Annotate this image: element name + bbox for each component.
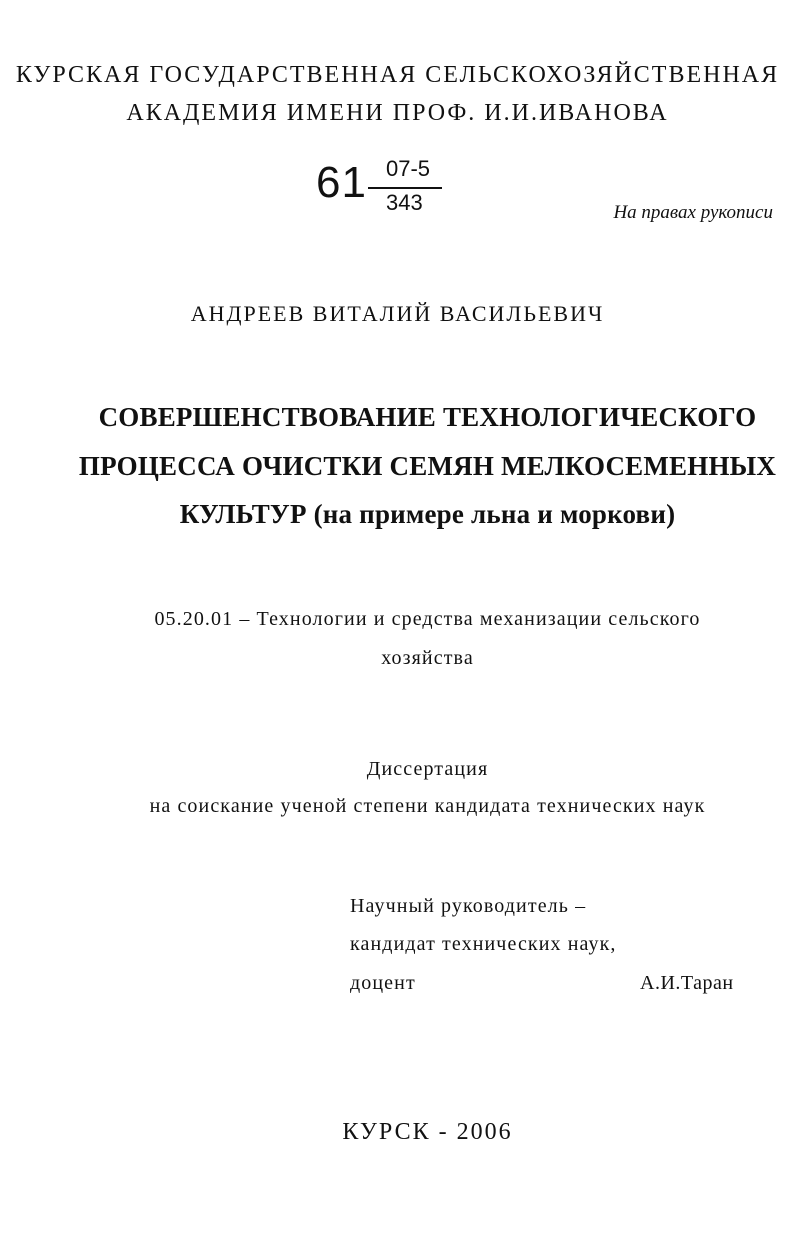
catalog-code-denominator: 343 <box>386 190 423 215</box>
manuscript-note: На правах рукописи <box>613 202 773 223</box>
specialty-line-1: 05.20.01 – Технологии и средства механизации сельского <box>154 608 701 630</box>
title-line-2: ПРОЦЕССА ОЧИСТКИ СЕМЯН МЕЛКОСЕМЕННЫХ <box>78 451 777 481</box>
author-name: АНДРЕЕВ ВИТАЛИЙ ВАСИЛЬЕВИЧ <box>190 301 605 326</box>
city-year: КУРСК - 2006 <box>342 1119 513 1145</box>
supervisor-name: А.И.Таран <box>640 972 734 994</box>
specialty-line-2: хозяйства <box>381 647 474 669</box>
dissertation-degree: на соискание ученой степени кандидата технических наук <box>149 795 706 817</box>
title-line-1: СОВЕРШЕНСТВОВАНИЕ ТЕХНОЛОГИЧЕСКОГО <box>98 402 757 432</box>
supervisor-degree: кандидат технических наук, <box>350 933 617 955</box>
catalog-code <box>316 156 456 220</box>
supervisor-title: Научный руководитель – <box>350 895 587 917</box>
catalog-code-numerator: 07-5 <box>386 156 431 181</box>
academy-line-2: АКАДЕМИЯ ИМЕНИ ПРОФ. И.И.ИВАНОВА <box>126 100 669 126</box>
catalog-code-fraction-line <box>368 187 442 189</box>
title-line-3: КУЛЬТУР (на примере льна и моркови) <box>179 499 676 529</box>
academy-line-1: КУРСКАЯ ГОСУДАРСТВЕННАЯ СЕЛЬСКОХОЗЯЙСТВЕННАЯ <box>15 62 780 88</box>
dissertation-label: Диссертация <box>366 758 489 780</box>
catalog-code-main: 61 <box>316 158 367 207</box>
supervisor-rank: доцент <box>350 972 416 994</box>
